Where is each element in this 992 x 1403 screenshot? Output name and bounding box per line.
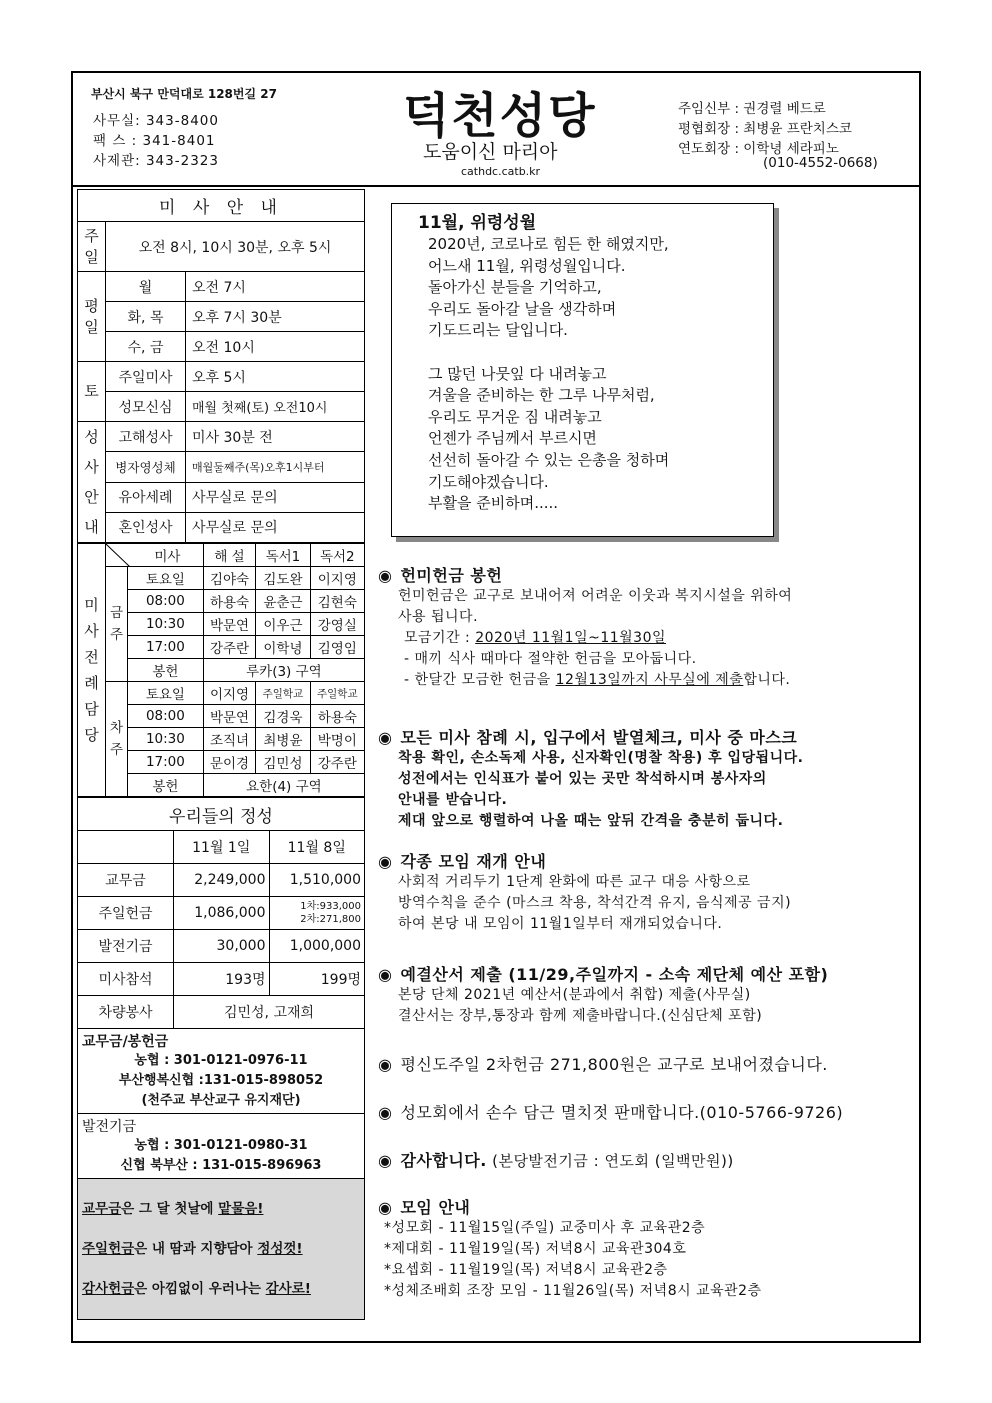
sacr-day: 병자영성체 <box>106 452 186 482</box>
poem-text <box>428 234 669 515</box>
poem-line: 우리도 돌아갈 날을 생각하며 <box>428 299 617 318</box>
duty-cell: 이우근 <box>256 613 310 636</box>
duty-cell: 강영실 <box>310 613 364 636</box>
duty-cell: 김민성 <box>256 751 310 774</box>
bullet-icon: ◉ <box>378 852 393 871</box>
notice-line: 결산서는 장부,통장과 함께 제출바랍니다.(신심단체 포함) <box>398 1008 763 1024</box>
poem-line: 선선히 돌아갈 수 있는 은총을 청하며 <box>428 450 670 469</box>
notice-line: - 한달간 모금한 헌금을 12월13일까지 사무실에 제출합니다. <box>404 672 791 688</box>
duty-cell: 10:30 <box>128 728 204 751</box>
sat-day: 주일미사 <box>106 362 186 392</box>
motto-line: 교무금은 그 달 첫날에 맡물음! <box>82 1201 264 1217</box>
notice-line: - 매끼 식사 때마다 절약한 헌금을 모아둡니다. <box>404 651 697 667</box>
website-link[interactable]: cathdc.catb.kr <box>461 165 541 178</box>
duty-cell: 17:00 <box>128 751 204 774</box>
offer-label: 봉헌 <box>128 659 204 682</box>
weekday-day: 화, 목 <box>106 302 186 332</box>
bulletin-frame <box>71 71 921 1343</box>
notice-heading: ◉ 모든 미사 참례 시, 입구에서 발열체크, 미사 중 마스크 <box>378 728 798 747</box>
this-week-label: 금 주 <box>106 567 128 682</box>
account-line: (천주교 부산교구 유지재단) <box>141 1093 301 1108</box>
sunday-label: 주 일 <box>78 222 106 272</box>
notice-line: 모금기간 : 2020년 11월1일~11월30일 <box>404 630 666 646</box>
notice-line: 본당 단체 2021년 예산서(분과에서 취합) 제출(사무실) <box>398 987 751 1003</box>
notice-line: 헌미헌금은 교구로 보내어져 어려운 이웃과 복지시설을 위하여 <box>398 588 793 604</box>
duty-cell: 윤춘근 <box>256 590 310 613</box>
notice-laity-sunday <box>378 1054 918 1075</box>
duty-cell: 문이경 <box>203 751 255 774</box>
bullet-icon: ◉ <box>378 1055 393 1074</box>
duty-cell: 주일학교 <box>310 682 364 705</box>
sat-day: 성모신심 <box>106 392 186 422</box>
notice-line: 사회적 거리두기 1단계 완화에 따른 교구 대응 사항으로 <box>398 874 751 890</box>
duty-cell: 주일학교 <box>256 682 310 705</box>
duty-cell: 박문연 <box>203 613 255 636</box>
sacr-time: 사무실로 문의 <box>186 512 365 542</box>
weekday-time: 오후 7시 30분 <box>186 302 365 332</box>
sacrament-label: 성 사 안 내 <box>78 422 106 543</box>
duty-cell: 이학녕 <box>256 636 310 659</box>
left-column <box>77 189 365 1320</box>
sacr-day: 고해성사 <box>106 422 186 452</box>
duty-cell: 강주란 <box>310 751 364 774</box>
church-name: 덕천성당 <box>403 88 597 144</box>
row-label: 주일헌금 <box>78 897 174 930</box>
account-line: 신협 북부산 : 131-015-896963 <box>120 1158 322 1173</box>
header-cell: 독서1 <box>256 544 310 567</box>
notice-thanks <box>378 1150 918 1172</box>
notice-heading: ◉ 예결산서 제출 (11/29,주일까지 - 소속 제단체 예산 포함) <box>378 965 829 984</box>
notice-heading: ◉ 각종 모임 재개 안내 <box>378 852 547 871</box>
notice-budget <box>378 964 918 1027</box>
sacr-day: 유아세례 <box>106 482 186 512</box>
col-header: 11월 8일 <box>269 831 365 864</box>
col-header: 11월 1일 <box>174 831 270 864</box>
bullet-icon: ◉ <box>378 1151 393 1170</box>
offer-group: 루카(3) 구역 <box>203 659 364 682</box>
bullet-icon: ◉ <box>378 1198 393 1217</box>
offer-group: 요한(4) 구역 <box>203 774 364 797</box>
sacr-day: 혼인성사 <box>106 512 186 542</box>
amount-first: 1차:933,000 <box>300 901 361 912</box>
account-title: 교무금/봉헌금 <box>82 1034 169 1050</box>
amount: 193명 <box>174 963 270 996</box>
duty-cell: 김경욱 <box>256 705 310 728</box>
duty-cell: 이지영 <box>203 682 255 705</box>
notice-heading: ◉ 평신도주일 2차헌금 271,800원은 교구로 보내어졌습니다. <box>378 1055 828 1074</box>
account-block-development <box>77 1114 365 1179</box>
row-label: 차량봉사 <box>78 996 174 1029</box>
duty-cell: 김현숙 <box>310 590 364 613</box>
duty-cell: 김도완 <box>256 567 310 590</box>
notice-line: 방역수칙을 준수 (마스크 착용, 착석간격 유지, 음식제공 금지) <box>398 895 792 911</box>
bullet-icon: ◉ <box>378 1103 393 1122</box>
amount-second: 2차:271,800 <box>300 914 361 925</box>
duty-cell: 토요일 <box>128 567 204 590</box>
row-label: 미사참석 <box>78 963 174 996</box>
notice-meeting-schedule <box>378 1197 918 1302</box>
offering-title: 우리들의 정성 <box>78 798 365 831</box>
notice-line: 착용 확인, 손소독제 사용, 신자확인(명찰 착용) 후 입당됩니다. <box>398 750 804 766</box>
duty-cell: 조직녀 <box>203 728 255 751</box>
header-cell: 해 설 <box>203 544 255 567</box>
notice-line: 제대 앞으로 행렬하여 나올 때는 앞뒤 간격을 충분히 둡니다. <box>398 813 784 829</box>
duty-cell: 이지영 <box>310 567 364 590</box>
poem-line: 돌아가신 분들을 기억하고, <box>428 278 602 297</box>
poem-line: 그 많던 나뭇잎 다 내려놓고 <box>428 364 607 383</box>
amount: 30,000 <box>174 930 270 963</box>
poem-title: 11월, 위령성월 <box>418 213 537 233</box>
duty-cell: 08:00 <box>128 590 204 613</box>
motto-line: 감사헌금은 아낌없이 우러나는 감사로! <box>82 1281 311 1297</box>
header <box>73 73 919 187</box>
diagonal-line <box>106 544 130 567</box>
next-week-label: 차 주 <box>106 682 128 797</box>
row-label: 교무금 <box>78 864 174 897</box>
offering-motto <box>77 1179 365 1320</box>
notice-line: 성전에서는 인식표가 붙어 있는 곳만 착석하시며 봉사자의 <box>398 771 767 787</box>
header-cell: 독서2 <box>310 544 364 567</box>
church-address: 부산시 북구 만덕대로 128번길 27 <box>91 87 277 101</box>
office-phone: 사무실: 343-8400 <box>93 113 219 129</box>
staff-yeondo: 연도회장 : 이학녕 세라피노 <box>678 141 839 157</box>
duty-cell: 강주란 <box>203 636 255 659</box>
saturday-label: 토 <box>78 362 106 422</box>
duty-cell: 하용숙 <box>203 590 255 613</box>
notice-rice-offering <box>378 565 918 691</box>
sat-time: 매월 첫째(토) 오전10시 <box>186 392 365 422</box>
amount: 1,086,000 <box>174 897 270 930</box>
car-volunteers: 김민성, 고재희 <box>174 996 365 1029</box>
offering-table <box>77 797 365 1029</box>
weekday-time: 오전 7시 <box>186 272 365 302</box>
duty-cell: 김야숙 <box>203 567 255 590</box>
duty-cell: 하용숙 <box>310 705 364 728</box>
account-block-offering <box>77 1029 365 1114</box>
row-label: 발전기금 <box>78 930 174 963</box>
mass-title: 미 사 안 내 <box>78 190 365 222</box>
account-line: 부산행복신협 :131-015-898052 <box>118 1073 324 1088</box>
notice-meetings-resume <box>378 851 918 935</box>
duty-cell: 박명이 <box>310 728 364 751</box>
amount: 1,000,000 <box>269 930 365 963</box>
notice-heading: ◉ 감사합니다. (본당발전기금 : 연도회 (일백만원)) <box>378 1151 734 1170</box>
poem-line: 우리도 무거운 짐 내려놓고 <box>428 407 602 426</box>
empty-cell <box>78 831 174 864</box>
sacr-time: 사무실로 문의 <box>186 482 365 512</box>
poem-line: 부활을 준비하며..... <box>428 494 559 513</box>
bullet-icon: ◉ <box>378 566 393 585</box>
notice-line: 하여 본당 내 모임이 11월1일부터 재개되었습니다. <box>398 916 723 932</box>
notice-heading: ◉ 헌미헌금 봉헌 <box>378 566 503 585</box>
duty-cell: 박문연 <box>203 705 255 728</box>
notice-anchovy-sale <box>378 1102 918 1123</box>
poem-line: 언젠가 주님께서 부르시면 <box>428 429 597 448</box>
duty-header-mass <box>106 544 204 567</box>
amount: 199명 <box>269 963 365 996</box>
church-subtitle: 도움이신 마리아 <box>423 141 558 163</box>
weekday-label: 평 일 <box>78 272 106 362</box>
notice-heading: ◉ 성모회에서 손수 담근 멸치젓 판매합니다.(010-5766-9726) <box>378 1103 844 1122</box>
notice-covid <box>378 727 918 832</box>
notice-line: 사용 됩니다. <box>398 609 479 625</box>
duty-cell: 10:30 <box>128 613 204 636</box>
duty-cell: 최병윤 <box>256 728 310 751</box>
offer-label: 봉헌 <box>128 774 204 797</box>
motto-line: 주일헌금은 내 땀과 지향담아 정성껏! <box>82 1241 303 1257</box>
staff-phone: (010-4552-0668) <box>763 155 878 171</box>
staff-council: 평협회장 : 최병윤 프란치스코 <box>678 121 852 137</box>
sat-time: 오후 5시 <box>186 362 365 392</box>
amount-split <box>269 897 365 930</box>
account-line: 농협 : 301-0121-0976-11 <box>134 1053 308 1068</box>
fax-number: 팩 스 : 341-8401 <box>93 133 216 149</box>
liturgy-duty-table <box>77 543 365 797</box>
notice-line: *성모회 - 11월15일(주일) 교중미사 후 교육관2층 <box>384 1220 706 1236</box>
rectory-phone: 사제관: 343-2323 <box>93 153 219 169</box>
notice-line: *요셉회 - 11월19일(목) 저녁8시 교육관2층 <box>384 1262 668 1278</box>
weekday-time: 오전 10시 <box>186 332 365 362</box>
poem-spacer <box>428 342 669 364</box>
duty-cell: 김영임 <box>310 636 364 659</box>
poem-line: 겨울을 준비하는 한 그루 나무처럼, <box>428 386 655 405</box>
staff-pastor: 주임신부 : 권경렬 베드로 <box>678 101 826 117</box>
notice-line: 안내를 받습니다. <box>398 792 508 808</box>
amount: 1,510,000 <box>269 864 365 897</box>
weekday-day: 월 <box>106 272 186 302</box>
notice-heading: ◉ 모임 안내 <box>378 1198 471 1217</box>
poem-line: 2020년, 코로나로 힘든 한 해였지만, <box>428 235 669 253</box>
account-line: 농협 : 301-0121-0980-31 <box>134 1138 308 1153</box>
notice-line: *제대회 - 11월19일(목) 저녁8시 교육관304호 <box>384 1241 687 1257</box>
account-title: 발전기금 <box>82 1119 137 1135</box>
mass-schedule-table <box>77 189 365 543</box>
sacr-time: 미사 30분 전 <box>186 422 365 452</box>
duty-cell: 17:00 <box>128 636 204 659</box>
header-cell: 미사 <box>154 549 181 565</box>
notice-line: *성체조배회 조장 모임 - 11월26일(목) 저녁8시 교육관2층 <box>384 1283 762 1299</box>
poem-box <box>391 203 774 537</box>
sunday-time: 오전 8시, 10시 30분, 오후 5시 <box>106 222 365 272</box>
duty-cell: 토요일 <box>128 682 204 705</box>
weekday-day: 수, 금 <box>106 332 186 362</box>
sacr-time: 매월둘째주(목)오후1시부터 <box>186 452 365 482</box>
bullet-icon: ◉ <box>378 965 393 984</box>
bullet-icon: ◉ <box>378 728 393 747</box>
duty-label: 미 사 전 례 담 당 <box>78 544 106 797</box>
duty-cell: 08:00 <box>128 705 204 728</box>
amount: 2,249,000 <box>174 864 270 897</box>
poem-line: 어느새 11월, 위령성월입니다. <box>428 256 626 275</box>
poem-line: 기도해야겠습니다. <box>428 472 549 491</box>
poem-line: 기도드리는 달입니다. <box>428 321 568 340</box>
